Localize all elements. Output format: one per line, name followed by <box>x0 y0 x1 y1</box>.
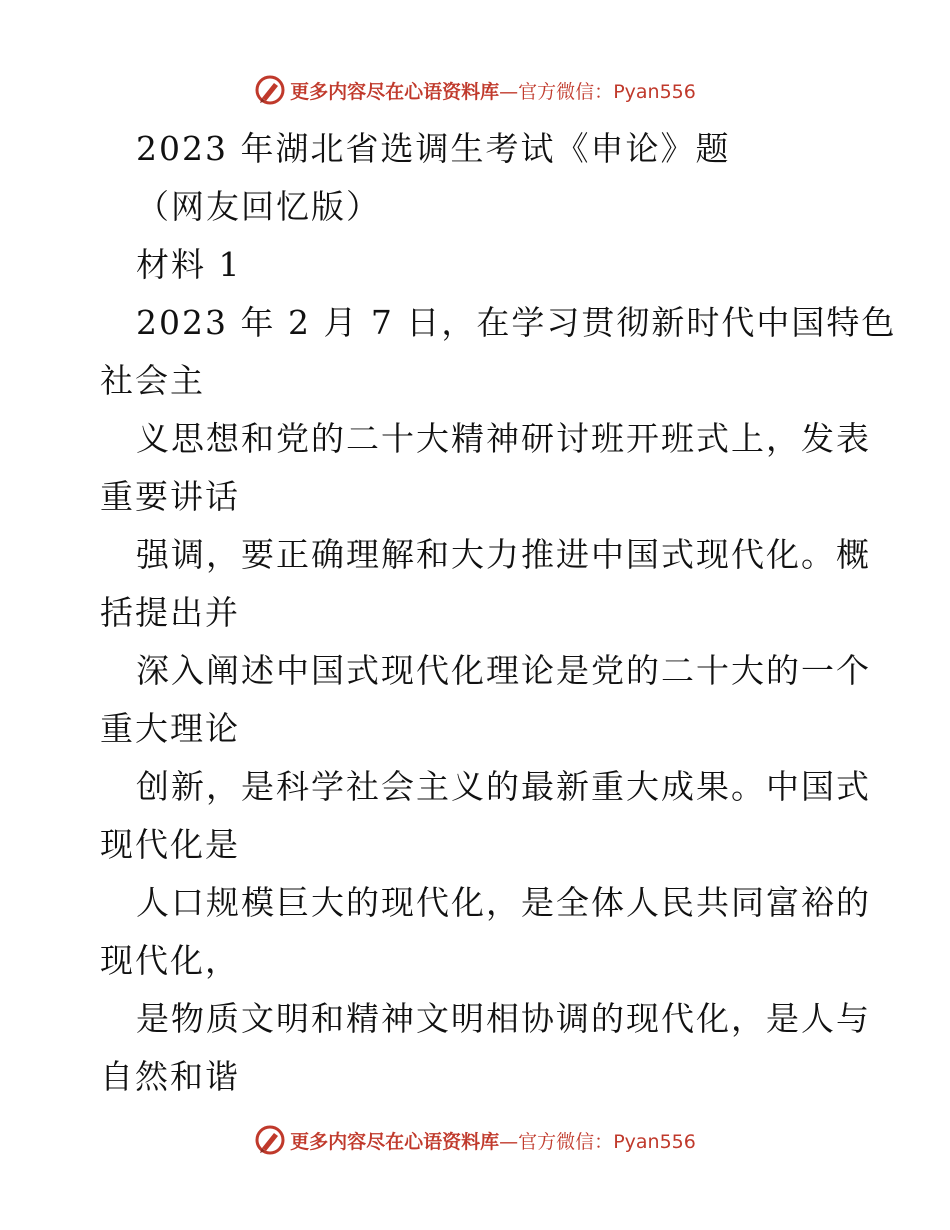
watermark-footer <box>0 1120 950 1160</box>
body-line: 深入阐述中国式现代化理论是党的二十大的一个 <box>136 651 871 690</box>
body-line: 括提出并 <box>100 593 240 632</box>
watermark-wechat-label: 官方微信： <box>518 80 614 103</box>
body-line: 自然和谐 <box>100 1057 240 1096</box>
watermark-header <box>0 70 950 110</box>
watermark-site-name: 更多内容尽在心语资料库 <box>290 80 500 103</box>
body-line: 义思想和党的二十大精神研讨班开班式上，发表 <box>136 419 871 458</box>
watermark-text <box>290 1127 696 1154</box>
body-line: 重要讲话 <box>100 477 240 516</box>
watermark-wechat-id: Pyan556 <box>613 1130 696 1153</box>
body-line: 创新，是科学社会主义的最新重大成果。中国式 <box>136 767 871 806</box>
pen-logo-icon <box>254 74 286 106</box>
body-line: 重大理论 <box>100 709 240 748</box>
watermark-wechat-id: Pyan556 <box>613 80 696 103</box>
title-line-2: （网友回忆版） <box>136 187 381 226</box>
body-line: 现代化， <box>100 941 240 980</box>
document-body <box>100 120 897 1106</box>
body-line: 现代化是 <box>100 825 240 864</box>
body-line: 是物质文明和精神文明相协调的现代化，是人与 <box>136 999 871 1038</box>
watermark-dash: — <box>499 80 519 103</box>
body-line: 人口规模巨大的现代化，是全体人民共同富裕的 <box>136 883 871 922</box>
watermark-site-name: 更多内容尽在心语资料库 <box>290 1130 500 1153</box>
body-line: 强调，要正确理解和大力推进中国式现代化。概 <box>136 535 871 574</box>
watermark-wechat-label: 官方微信： <box>518 1130 614 1153</box>
body-line: 社会主 <box>100 361 205 400</box>
watermark-text <box>290 77 696 104</box>
pen-logo-icon <box>254 1124 286 1156</box>
watermark-dash: — <box>499 1130 519 1153</box>
material-heading: 材料 1 <box>136 245 242 284</box>
body-line: 2023 年 2 月 7 日，在学习贯彻新时代中国特色 <box>136 303 897 342</box>
title-line-1: 2023 年湖北省选调生考试《申论》题 <box>136 129 731 168</box>
